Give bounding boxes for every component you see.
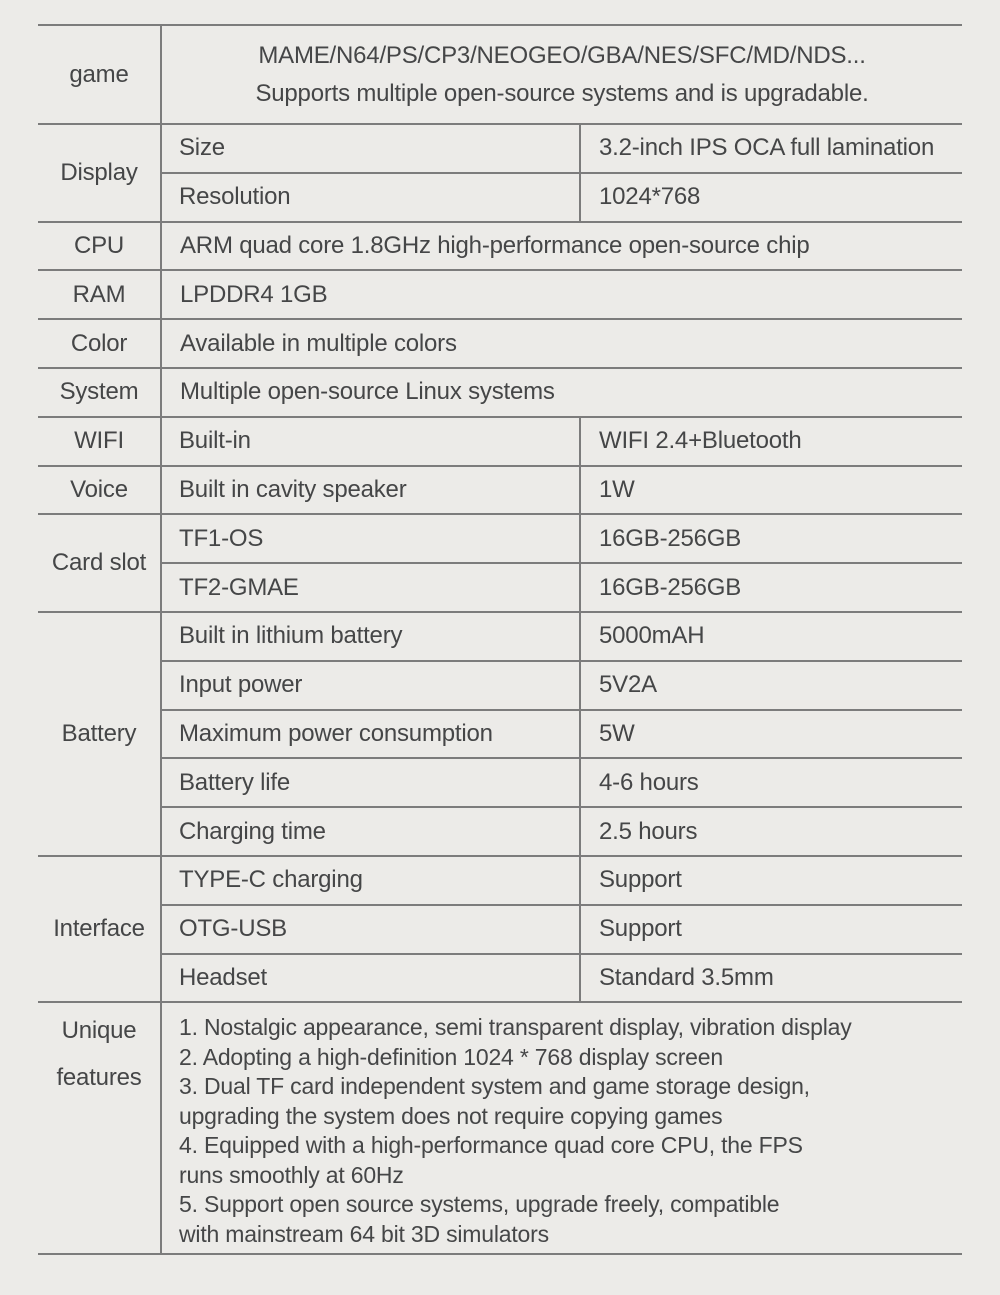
spec-row-system — [38, 368, 962, 417]
game-systems-note: Supports multiple open-source systems and is upgradable. — [255, 79, 869, 107]
row-label-cpu: CPU — [38, 222, 161, 271]
spec-value-battery-life: 4-6 hours — [580, 758, 962, 807]
row-label-wifi: WIFI — [38, 417, 161, 466]
spec-name-wifi: Built-in — [161, 417, 580, 466]
spec-row-cpu — [38, 222, 962, 271]
spec-row-cardslot-tf2 — [38, 563, 962, 612]
spec-value-cpu: ARM quad core 1.8GHz high-performance open-source chip — [161, 222, 962, 271]
spec-name-max-power: Maximum power consumption — [161, 710, 580, 759]
feature-line-4: 4. Equipped with a high-performance quad core CPU, the FPS — [179, 1132, 803, 1159]
row-label-game: game — [38, 25, 161, 124]
feature-line-5: 5. Support open source systems, upgrade freely, compatible — [179, 1191, 780, 1218]
spec-name-typec: TYPE-C charging — [161, 856, 580, 905]
spec-value-typec: Support — [580, 856, 962, 905]
spec-row-display-size — [38, 124, 962, 173]
spec-row-unique-features — [38, 1002, 962, 1254]
spec-value-tf1: 16GB-256GB — [580, 514, 962, 563]
spec-row-interface-otg — [38, 905, 962, 954]
unique-features-list — [161, 1002, 962, 1254]
spec-name-resolution: Resolution — [161, 173, 580, 222]
spec-value-color: Available in multiple colors — [161, 319, 962, 368]
row-label-cardslot: Card slot — [38, 514, 161, 612]
row-label-interface: Interface — [38, 856, 161, 1002]
feature-line-5b: with mainstream 64 bit 3D simulators — [179, 1220, 549, 1247]
feature-line-4b: runs smoothly at 60Hz — [179, 1161, 404, 1188]
spec-value-tf2: 16GB-256GB — [580, 563, 962, 612]
feature-line-2: 2. Adopting a high-definition 1024 * 768 display screen — [179, 1043, 723, 1070]
spec-name-tf1: TF1-OS — [161, 514, 580, 563]
spec-name-tf2: TF2-GMAE — [161, 563, 580, 612]
spec-value-charging-time: 2.5 hours — [580, 807, 962, 856]
row-label-color: Color — [38, 319, 161, 368]
feature-line-1: 1. Nostalgic appearance, semi transparent display, vibration display — [179, 1014, 852, 1041]
spec-row-battery-charging — [38, 807, 962, 856]
spec-name-battery-life: Battery life — [161, 758, 580, 807]
spec-row-display-resolution — [38, 173, 962, 222]
spec-value-system: Multiple open-source Linux systems — [161, 368, 962, 417]
spec-row-battery-life — [38, 758, 962, 807]
row-label-unique-features: Unique features — [38, 1002, 161, 1254]
spec-name-lithium-battery: Built in lithium battery — [161, 612, 580, 661]
spec-name-voice: Built in cavity speaker — [161, 466, 580, 515]
game-systems-list: MAME/N64/PS/CP3/NEOGEO/GBA/NES/SFC/MD/NDS... — [258, 41, 866, 69]
game-value-cell — [161, 25, 962, 124]
spec-value-wifi: WIFI 2.4+Bluetooth — [580, 417, 962, 466]
spec-row-game — [38, 25, 962, 124]
spec-row-color — [38, 319, 962, 368]
row-label-battery: Battery — [38, 612, 161, 856]
row-label-voice: Voice — [38, 466, 161, 515]
spec-value-resolution: 1024*768 — [580, 173, 962, 222]
feature-line-3: 3. Dual TF card independent system and game storage design, — [179, 1073, 810, 1100]
spec-row-battery-consumption — [38, 710, 962, 759]
spec-row-voice — [38, 466, 962, 515]
spec-name-charging-time: Charging time — [161, 807, 580, 856]
feature-line-3b: upgrading the system does not require copying games — [179, 1102, 723, 1129]
spec-name-otg: OTG-USB — [161, 905, 580, 954]
row-label-display: Display — [38, 124, 161, 222]
spec-row-interface-headset — [38, 954, 962, 1003]
spec-name-size: Size — [161, 124, 580, 173]
spec-value-otg: Support — [580, 905, 962, 954]
spec-row-ram — [38, 270, 962, 319]
spec-value-size: 3.2-inch IPS OCA full lamination — [580, 124, 962, 173]
spec-row-battery-capacity — [38, 612, 962, 661]
spec-value-input-power: 5V2A — [580, 661, 962, 710]
spec-value-ram: LPDDR4 1GB — [161, 270, 962, 319]
spec-row-wifi — [38, 417, 962, 466]
row-label-ram: RAM — [38, 270, 161, 319]
spec-value-max-power: 5W — [580, 710, 962, 759]
spec-name-input-power: Input power — [161, 661, 580, 710]
spec-row-interface-typec — [38, 856, 962, 905]
spec-value-voice: 1W — [580, 466, 962, 515]
spec-value-lithium-battery: 5000mAH — [580, 612, 962, 661]
spec-row-battery-input — [38, 661, 962, 710]
row-label-system: System — [38, 368, 161, 417]
spec-value-headset: Standard 3.5mm — [580, 954, 962, 1003]
spec-table — [38, 24, 962, 1255]
spec-row-cardslot-tf1 — [38, 514, 962, 563]
spec-name-headset: Headset — [161, 954, 580, 1003]
